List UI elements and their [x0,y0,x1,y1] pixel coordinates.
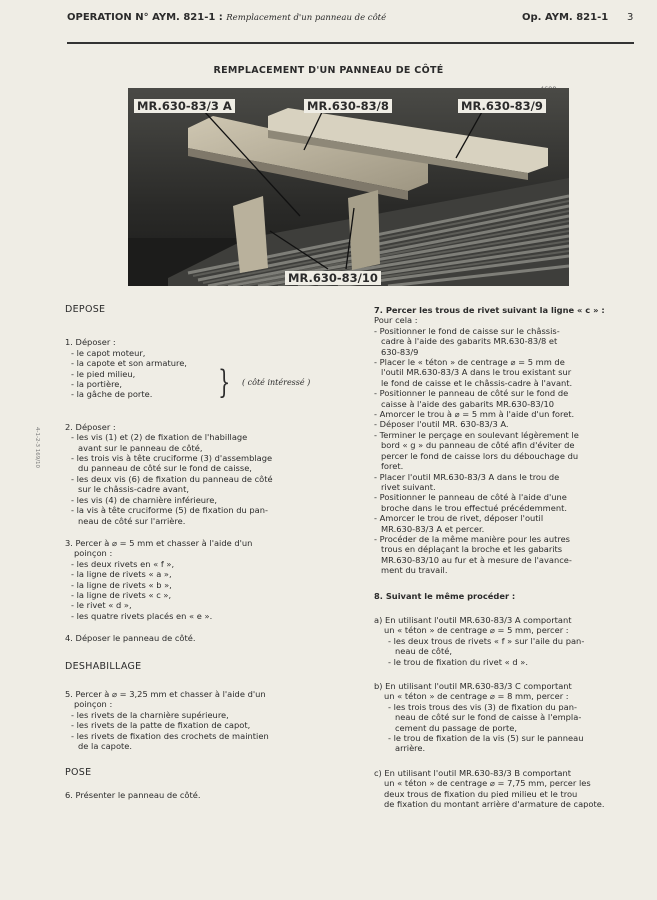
text-line: - Positionner le panneau de côté à l'aide d'une [374,492,567,503]
text-line: - les deux rivets en « f », [71,558,175,569]
text-line: 1. Déposer : [65,337,116,348]
text-line: 7. Percer les trous de rivet suivant la ligne « c » : [374,305,605,315]
text-line: - Amorcer le trou de rivet, déposer l'outil [374,513,544,524]
text-line: poinçon : [74,548,113,559]
text-line: cadre à l'aide des gabarits MR.630-83/8 et [381,336,558,347]
text-line: - les rivets de la patte de fixation de capot, [71,720,251,731]
text-line: trous en déplaçant la broche et les gabarits [381,544,563,555]
text-line: de fixation du montant arrière d'armature de capote. [384,799,605,810]
text-line: - Placer l'outil MR.630-83/3 A dans le trou de [374,471,560,482]
text-line: - le rivet « d », [71,600,132,611]
text-line: - la gâche de porte. [71,389,153,400]
side-note: ( côté intéressé ) [242,378,311,387]
text-line: caisse à l'aide des gabarits MR.630-83/10 [381,398,555,409]
text-line: du panneau de côté sur le fond de caisse, [78,463,252,474]
text-line: b) En utilisant l'outil MR.630-83/3 C comportant [374,681,572,691]
section-heading: DESHABILLAGE [65,660,142,672]
text-line: - les quatre rivets placés en « e ». [71,610,213,621]
brace: } [218,363,231,401]
text-line: 5. Percer à ⌀ = 3,25 mm et chasser à l'aide d'un [65,688,266,699]
text-line: - la ligne de rivets « b », [71,579,172,590]
text-line: rivet suivant. [381,481,436,492]
text-line: a) En utilisant l'outil MR.630-83/3 A comportant [374,614,572,625]
text-line: - le capot moteur, [71,347,146,358]
figure-label-9: MR.630-83/9 [458,99,546,113]
figure-label-3a: MR.630-83/3 A [134,99,235,113]
text-line: - les trois vis à tête cruciforme (3) d'assemblage [71,453,273,464]
text-line: - les deux vis (6) de fixation du panneau de côté [71,473,273,484]
text-line: 630-83/9 [381,346,419,357]
text-line: un « téton » de centrage ⌀ = 7,75 mm, percer les [384,778,591,789]
figure-label-10: MR.630-83/10 [285,271,381,285]
text-line: 8. Suivant le même procéder : [374,590,516,601]
operation-ref: Op. AYM. 821-1 [522,12,609,23]
text-line: l'outil MR.630-83/3 A dans le trou existant sur [381,367,572,378]
text-line: - la portière, [71,379,123,390]
text-line: - Procéder de la même manière pour les autres [374,533,571,544]
text-line: - la capote et son armature, [71,358,187,369]
text-line: foret. [381,461,404,472]
text-line: cement du passage de porte, [395,722,518,733]
text-line: - les rivets de fixation des crochets de maintien [71,730,269,741]
operation-title [67,12,386,23]
text-line: MR.630-83/10 au fur et à mesure de l'avance- [381,554,572,565]
text-line: - les vis (4) de charnière inférieure, [71,494,218,505]
operation-number: OPERATION N° AYM. 821-1 : [67,12,223,23]
text-line: arrière. [395,743,426,754]
figure-label-8: MR.630-83/8 [304,99,392,113]
text-line: - la ligne de rivets « c », [71,589,172,600]
text-line: le fond de caisse et le châssis-cadre à l'avant. [381,377,573,388]
text-line: neau de côté sur le fond de caisse à l'empla- [395,712,582,723]
operation-subtitle: Remplacement d'un panneau de côté [226,13,387,23]
text-line: - le trou de fixation du rivet « d ». [388,656,529,667]
tooling-photo [128,88,569,286]
text-line: de la capote. [78,741,133,751]
text-line: - les vis (1) et (2) de fixation de l'habillage [71,432,248,443]
text-line: - le pied milieu, [71,368,136,379]
page-number: 3 [627,12,634,23]
text-line: - Placer le « téton » de centrage ⌀ = 5 mm de [374,357,565,368]
text-line: - Amorcer le trou à ⌀ = 5 mm à l'aide d'un foret. [374,409,575,420]
text-line: 3. Percer à ⌀ = 5 mm et chasser à l'aide d'un [65,537,253,548]
text-line: - la vis à tête cruciforme (5) de fixation du pan- [71,505,269,516]
text-line: - les trois trous des vis (3) de fixation du pan- [388,701,578,712]
section-heading: POSE [65,767,92,779]
text-line: bord « g » du panneau de côté afin d'éviter de [381,440,575,451]
text-line: - Terminer le perçage en soulevant légèrement le [374,429,579,440]
text-line: deux trous de fixation du pied milieu et le trou [384,788,578,799]
text-line: percer le fond de caisse lors du débouchage du [381,450,579,461]
text-line: un « téton » de centrage ⌀ = 5 mm, percer : [384,625,569,636]
text-line: - Positionner le fond de caisse sur le châssis- [374,325,560,336]
text-line: - Positionner le panneau de côté sur le fond de [374,388,569,399]
text-line: sur le châssis-cadre avant, [78,484,189,495]
text-line: broche dans le trou effectué précédemment. [381,502,567,513]
text-line: 2. Déposer : [65,421,116,432]
left-column [65,305,335,800]
margin-note: 4-1-2-3 169/10 [34,427,40,469]
text-line: un « téton » de centrage ⌀ = 8 mm, percer : [384,691,569,702]
section-heading: DEPOSE [65,304,106,315]
text-line: neau de côté sur l'arrière. [78,515,186,526]
text-line: - les rivets de la charnière supérieure, [71,709,229,720]
text-line: avant sur le panneau de côté, [78,442,203,453]
text-line: ment du travail. [381,565,448,576]
text-line: - la ligne de rivets « a », [71,569,172,580]
text-line: - le trou de fixation de la vis (5) sur le panneau [388,733,584,744]
text-line: neau de côté, [395,646,452,657]
right-column [374,305,644,809]
page-title: REMPLACEMENT D'UN PANNEAU DE CÔTÉ [213,65,444,76]
header-rule [67,42,634,44]
text-line: 6. Présenter le panneau de côté. [65,789,201,800]
text-line: Pour cela : [374,315,418,326]
text-line: MR.630-83/3 A et percer. [381,523,485,534]
text-line: - les deux trous de rivets « f » sur l'aile du pan- [388,635,585,646]
text-line: c) En utilisant l'outil MR.630-83/3 B comportant [374,767,571,778]
text-line: poinçon : [74,699,113,710]
text-line: 4. Déposer le panneau de côté. [65,633,196,644]
text-line: - Déposer l'outil MR. 630-83/3 A. [374,419,509,430]
